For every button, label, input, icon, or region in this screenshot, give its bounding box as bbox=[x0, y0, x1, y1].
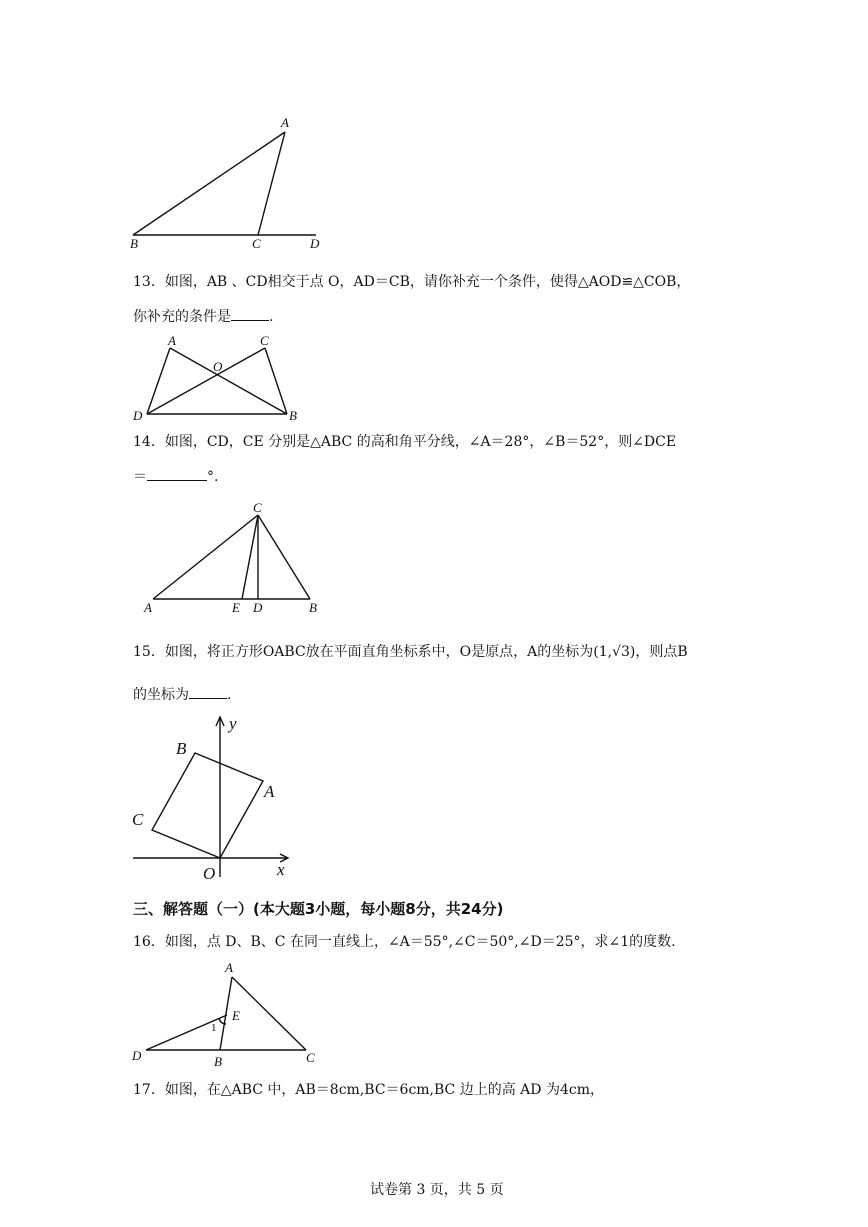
label-D: D bbox=[310, 236, 320, 251]
label-D: D bbox=[133, 408, 143, 423]
label-B: B bbox=[309, 600, 317, 615]
label-C: C bbox=[260, 333, 269, 348]
label-C: C bbox=[253, 500, 262, 515]
q16-line1: 16．如图，点 D、B、C 在同一直线上，∠A＝55°,∠C＝50°,∠D＝25°，求∠1的度数. bbox=[133, 934, 676, 950]
q15-line2-prefix: 的坐标为 bbox=[133, 687, 189, 703]
segment-AB bbox=[220, 977, 232, 1050]
label-angle-1: 1 bbox=[211, 1022, 217, 1034]
label-A: A bbox=[225, 960, 233, 975]
label-O: O bbox=[203, 864, 216, 883]
label-B: B bbox=[214, 1054, 222, 1069]
label-O: O bbox=[213, 359, 223, 374]
segment-AC bbox=[232, 977, 306, 1050]
label-E: E bbox=[232, 600, 240, 615]
q15-line1: 15．如图，将正方形OABC放在平面直角坐标系中，O是原点，A的坐标为(1,√3)，则点B bbox=[133, 644, 688, 660]
label-D: D bbox=[132, 1048, 142, 1063]
label-C: C bbox=[252, 236, 261, 251]
page-footer: 试卷第 3 页，共 5 页 bbox=[370, 1182, 504, 1198]
label-B: B bbox=[289, 408, 297, 423]
q14-line1: 14．如图，CD，CE 分别是△ABC 的高和角平分线，∠A＝28°，∠B＝52°，则∠DCE bbox=[133, 434, 677, 450]
label-y: y bbox=[229, 714, 237, 733]
label-x: x bbox=[277, 860, 285, 879]
q13-line2-prefix: 你补充的条件是 bbox=[133, 309, 231, 325]
q14-line2-prefix: ＝ bbox=[133, 469, 147, 485]
q13-line2-suffix: . bbox=[269, 309, 274, 325]
label-C: C bbox=[132, 810, 144, 829]
label-A: A bbox=[168, 333, 176, 348]
label-D: D bbox=[253, 600, 263, 615]
q13-line1: 13．如图，AB 、CD相交于点 O，AD＝CB，请你补充一个条件，使得△AOD≌△COB， bbox=[133, 274, 691, 290]
label-A: A bbox=[144, 600, 152, 615]
section-heading: 三、解答题（一）(本大题3小题，每小题8分，共24分) bbox=[133, 900, 504, 918]
label-E: E bbox=[232, 1008, 240, 1023]
label-B: B bbox=[130, 236, 138, 251]
label-B: B bbox=[176, 739, 187, 758]
q14-line2-suffix: °. bbox=[207, 469, 219, 485]
label-A: A bbox=[264, 782, 275, 801]
q17-line1: 17．如图，在△ABC 中，AB＝8cm,BC＝6cm,BC 边上的高 AD 为4cm， bbox=[133, 1082, 604, 1098]
label-C: C bbox=[306, 1050, 315, 1065]
label-A: A bbox=[281, 115, 289, 130]
q15-line2-suffix: . bbox=[227, 687, 232, 703]
